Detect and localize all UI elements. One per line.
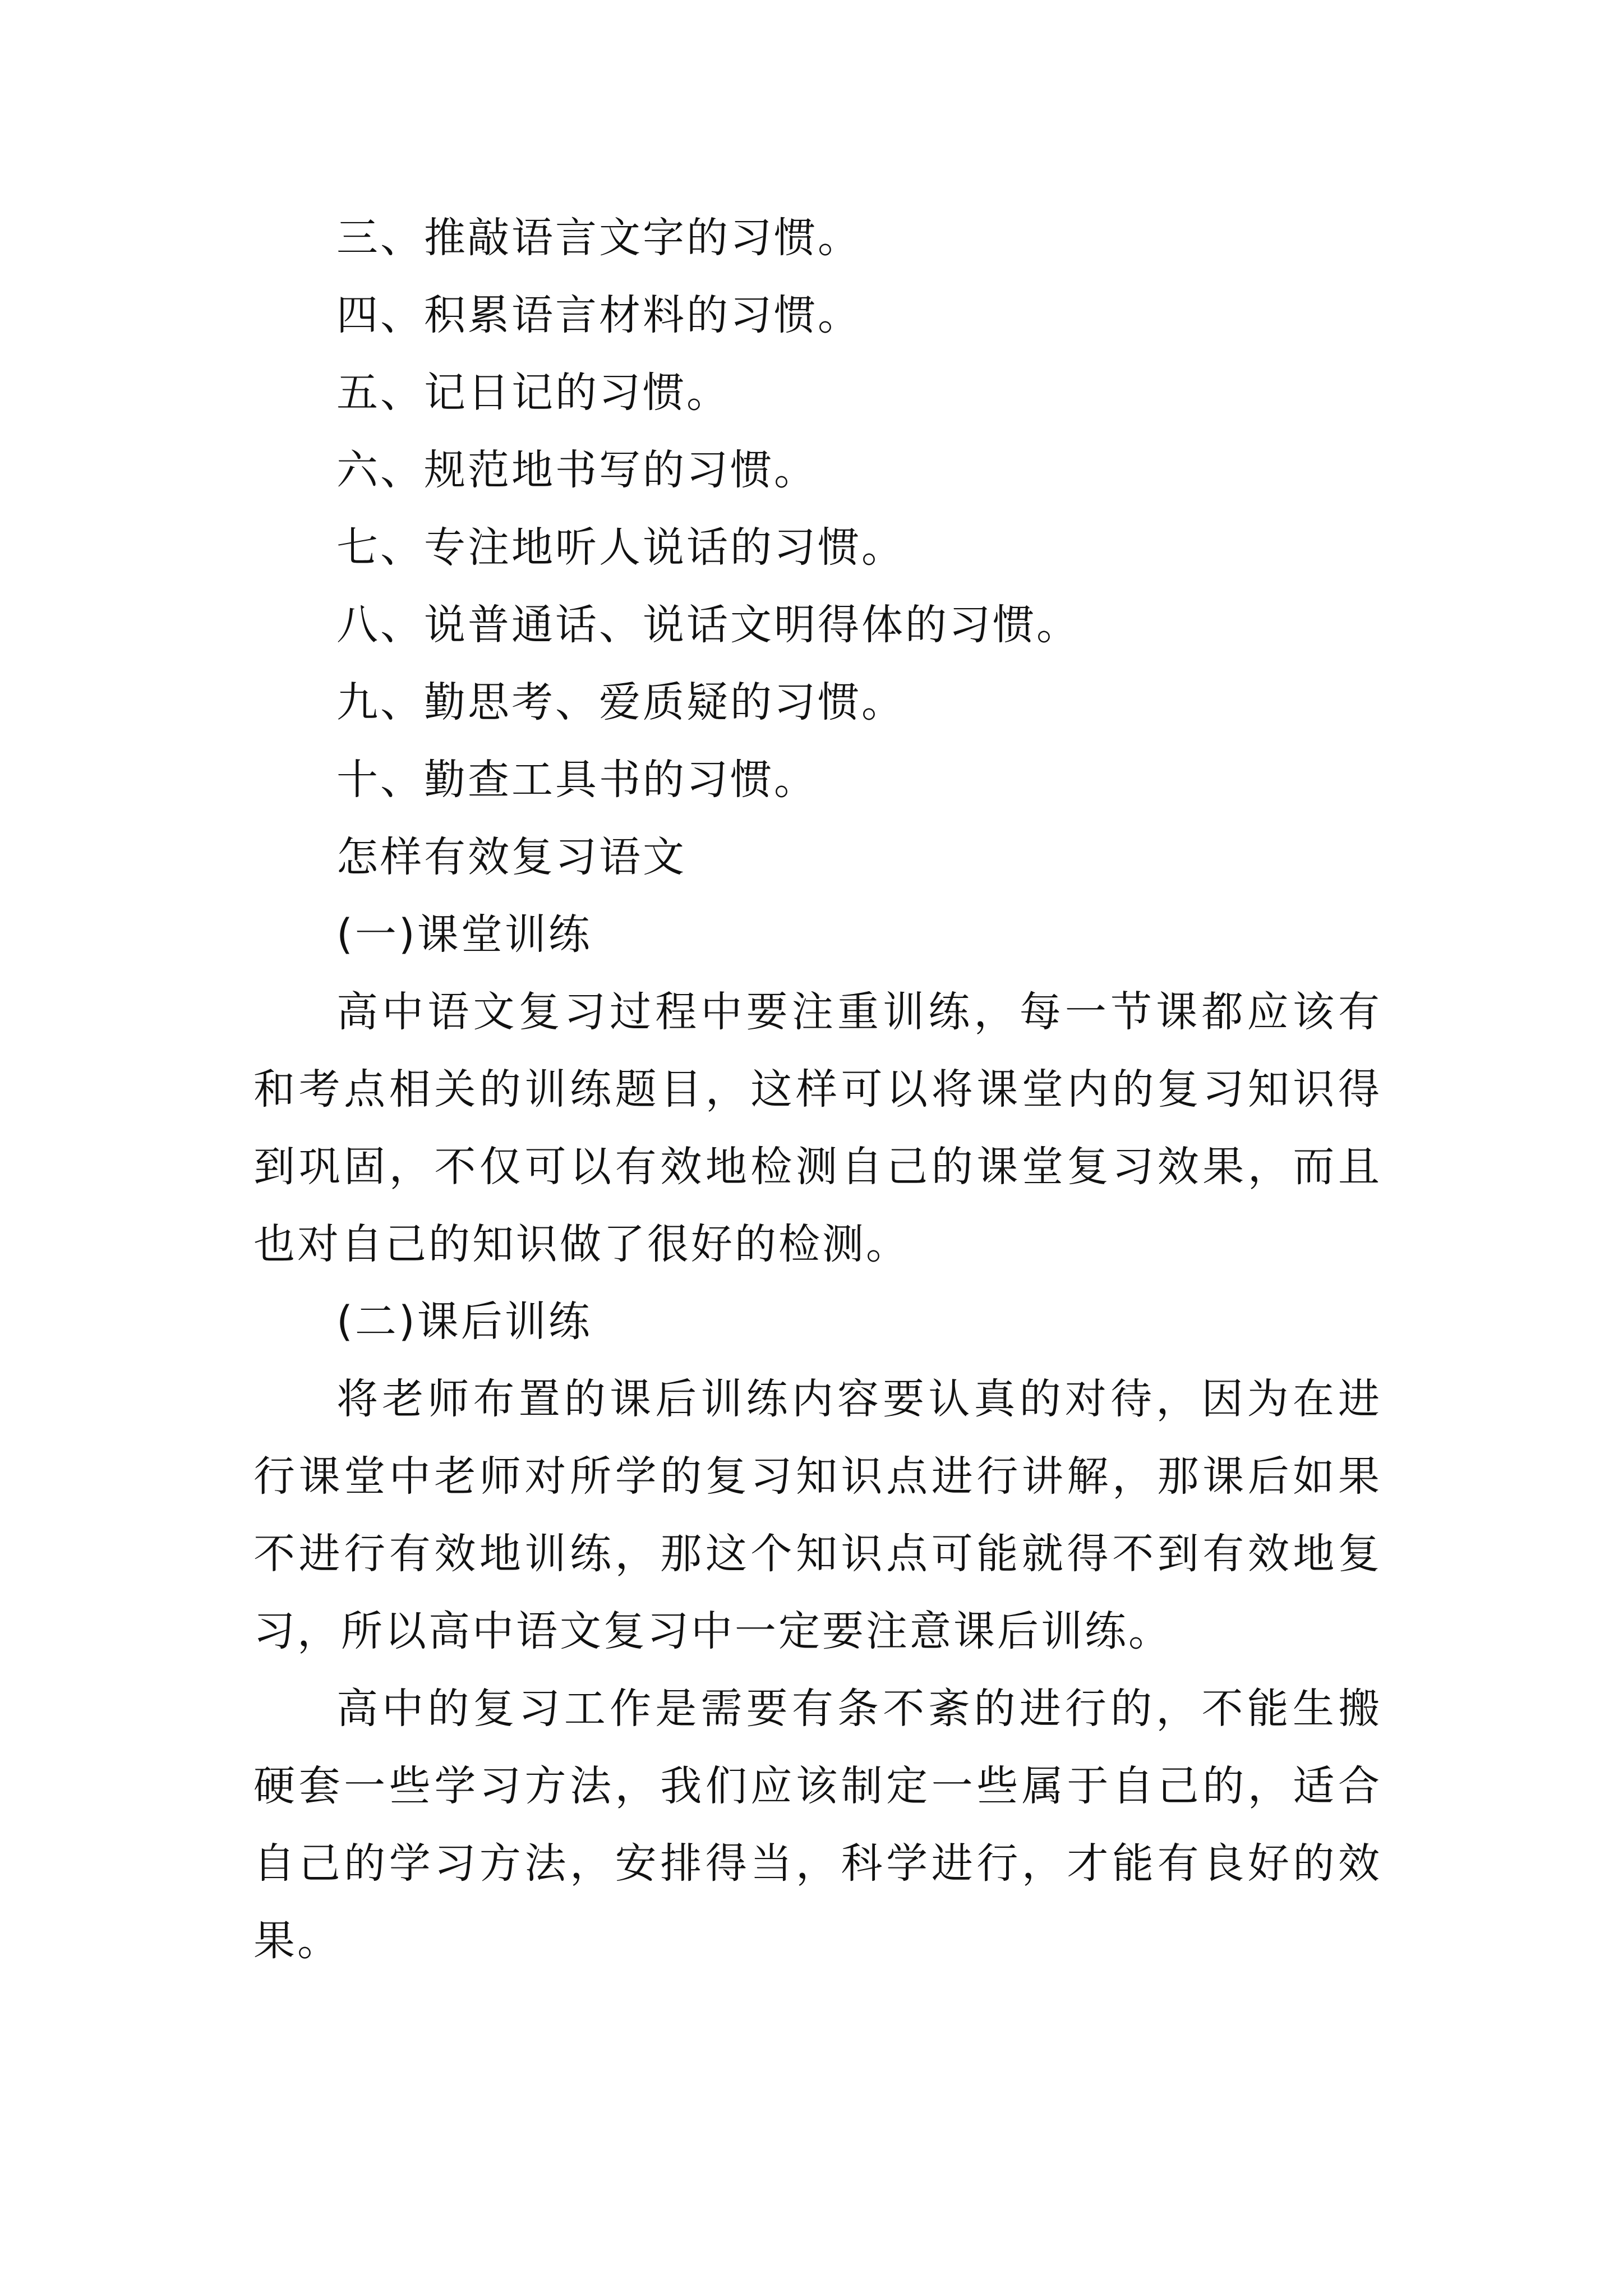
habit-item-3: 三、推敲语言文字的习惯。 xyxy=(336,214,861,262)
subsection-2-title: (二)课后训练 xyxy=(336,1297,592,1346)
habit-item-7: 七、专注地听人说话的习惯。 xyxy=(336,523,905,572)
habit-item-9: 九、勤思考、爱质疑的习惯。 xyxy=(336,678,905,726)
subsection-2-body: 将老师布置的课后训练内容要认真的对待，因为在进行课堂中老师对所学的复习知识点进行讲解，那课后如果不进行有效地训练，那这个知识点可能就得不到有效地复习，所以高中语文复习中一定要注意课后训练。 xyxy=(253,1375,1382,1655)
subsection-1-title: (一)课堂训练 xyxy=(336,910,592,959)
habit-item-4: 四、积累语言材料的习惯。 xyxy=(336,291,861,339)
section-title: 怎样有效复习语文 xyxy=(336,833,686,881)
habit-item-5: 五、记日记的习惯。 xyxy=(336,369,730,417)
document-body xyxy=(253,199,1382,1980)
conclusion-paragraph: 高中的复习工作是需要有条不紊的进行的，不能生搬硬套一些学习方法，我们应该制定一些属于自己的，适合自己的学习方法，安排得当，科学进行，才能有良好的效果。 xyxy=(253,1685,1382,1965)
habit-item-6: 六、规范地书写的习惯。 xyxy=(336,446,818,494)
habit-item-10: 十、勤查工具书的习惯。 xyxy=(336,756,818,804)
habit-item-8: 八、说普通话、说话文明得体的习惯。 xyxy=(336,601,1080,649)
subsection-1-body: 高中语文复习过程中要注重训练，每一节课都应该有和考点相关的训练题目，这样可以将课堂内的复习知识得到巩固，不仅可以有效地检测自己的课堂复习效果，而且也对自己的知识做了很好的检测。 xyxy=(253,988,1382,1268)
